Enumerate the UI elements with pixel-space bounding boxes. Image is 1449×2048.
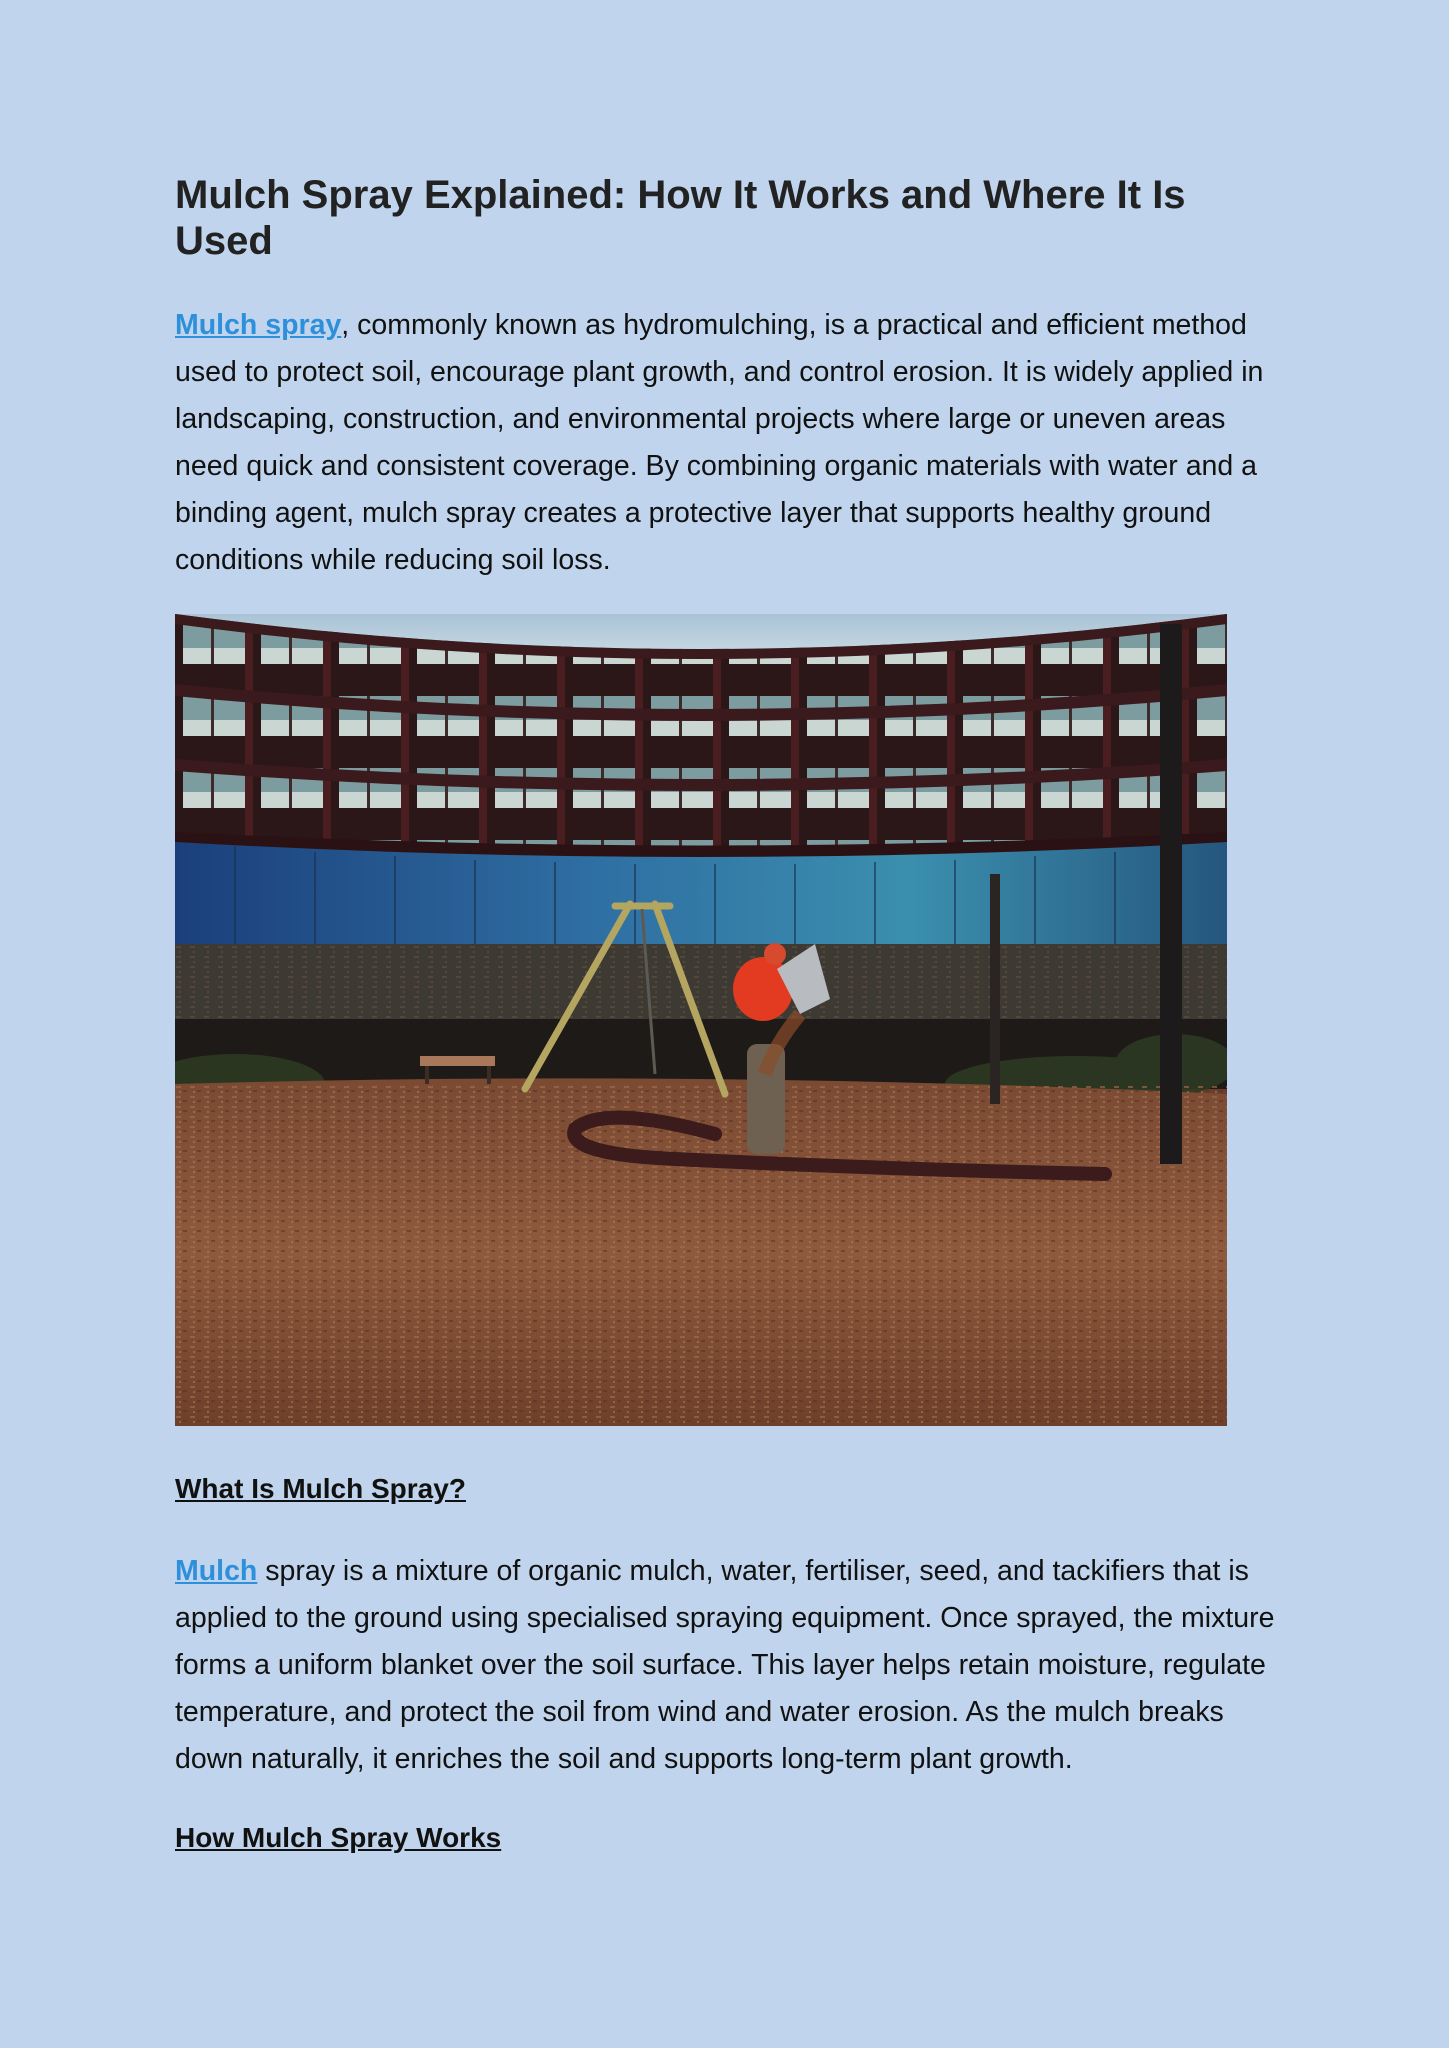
article xyxy=(175,172,1275,1855)
what-is-paragraph xyxy=(175,1548,1275,1783)
mulch-link[interactable]: Mulch xyxy=(175,1555,258,1587)
section-heading-how-mulch-spray-works: How Mulch Spray Works xyxy=(175,1822,502,1853)
hydromulching-photo xyxy=(175,614,1227,1426)
mulch-spray-link[interactable]: Mulch spray xyxy=(175,309,342,341)
what-is-text: spray is a mixture of organic mulch, water, fertiliser, seed, and tackifiers that is applied to the ground using specialised spraying equipment. Once sprayed, the mixture forms a uniform blanket over the soil surface. This layer helps retain moisture, regulate temperature, and protect the soil from wind and water erosion. As the mulch breaks down naturally, it enriches the soil and supports long-term plant growth. xyxy=(175,1555,1275,1775)
section-heading-what-is-mulch-spray: What Is Mulch Spray? xyxy=(175,1473,466,1504)
article-title: Mulch Spray Explained: How It Works and Where It Is Used xyxy=(175,173,1186,263)
intro-paragraph xyxy=(175,302,1275,584)
intro-text: , commonly known as hydromulching, is a practical and efficient method used to protect soil, encourage plant growth, and control erosion. It is widely applied in landscaping, construction, and environmental projects where large or uneven areas need quick and consistent coverage. By combining organic materials with water and a binding agent, mulch spray creates a protective layer that supports healthy ground conditions while reducing soil loss. xyxy=(175,309,1264,576)
